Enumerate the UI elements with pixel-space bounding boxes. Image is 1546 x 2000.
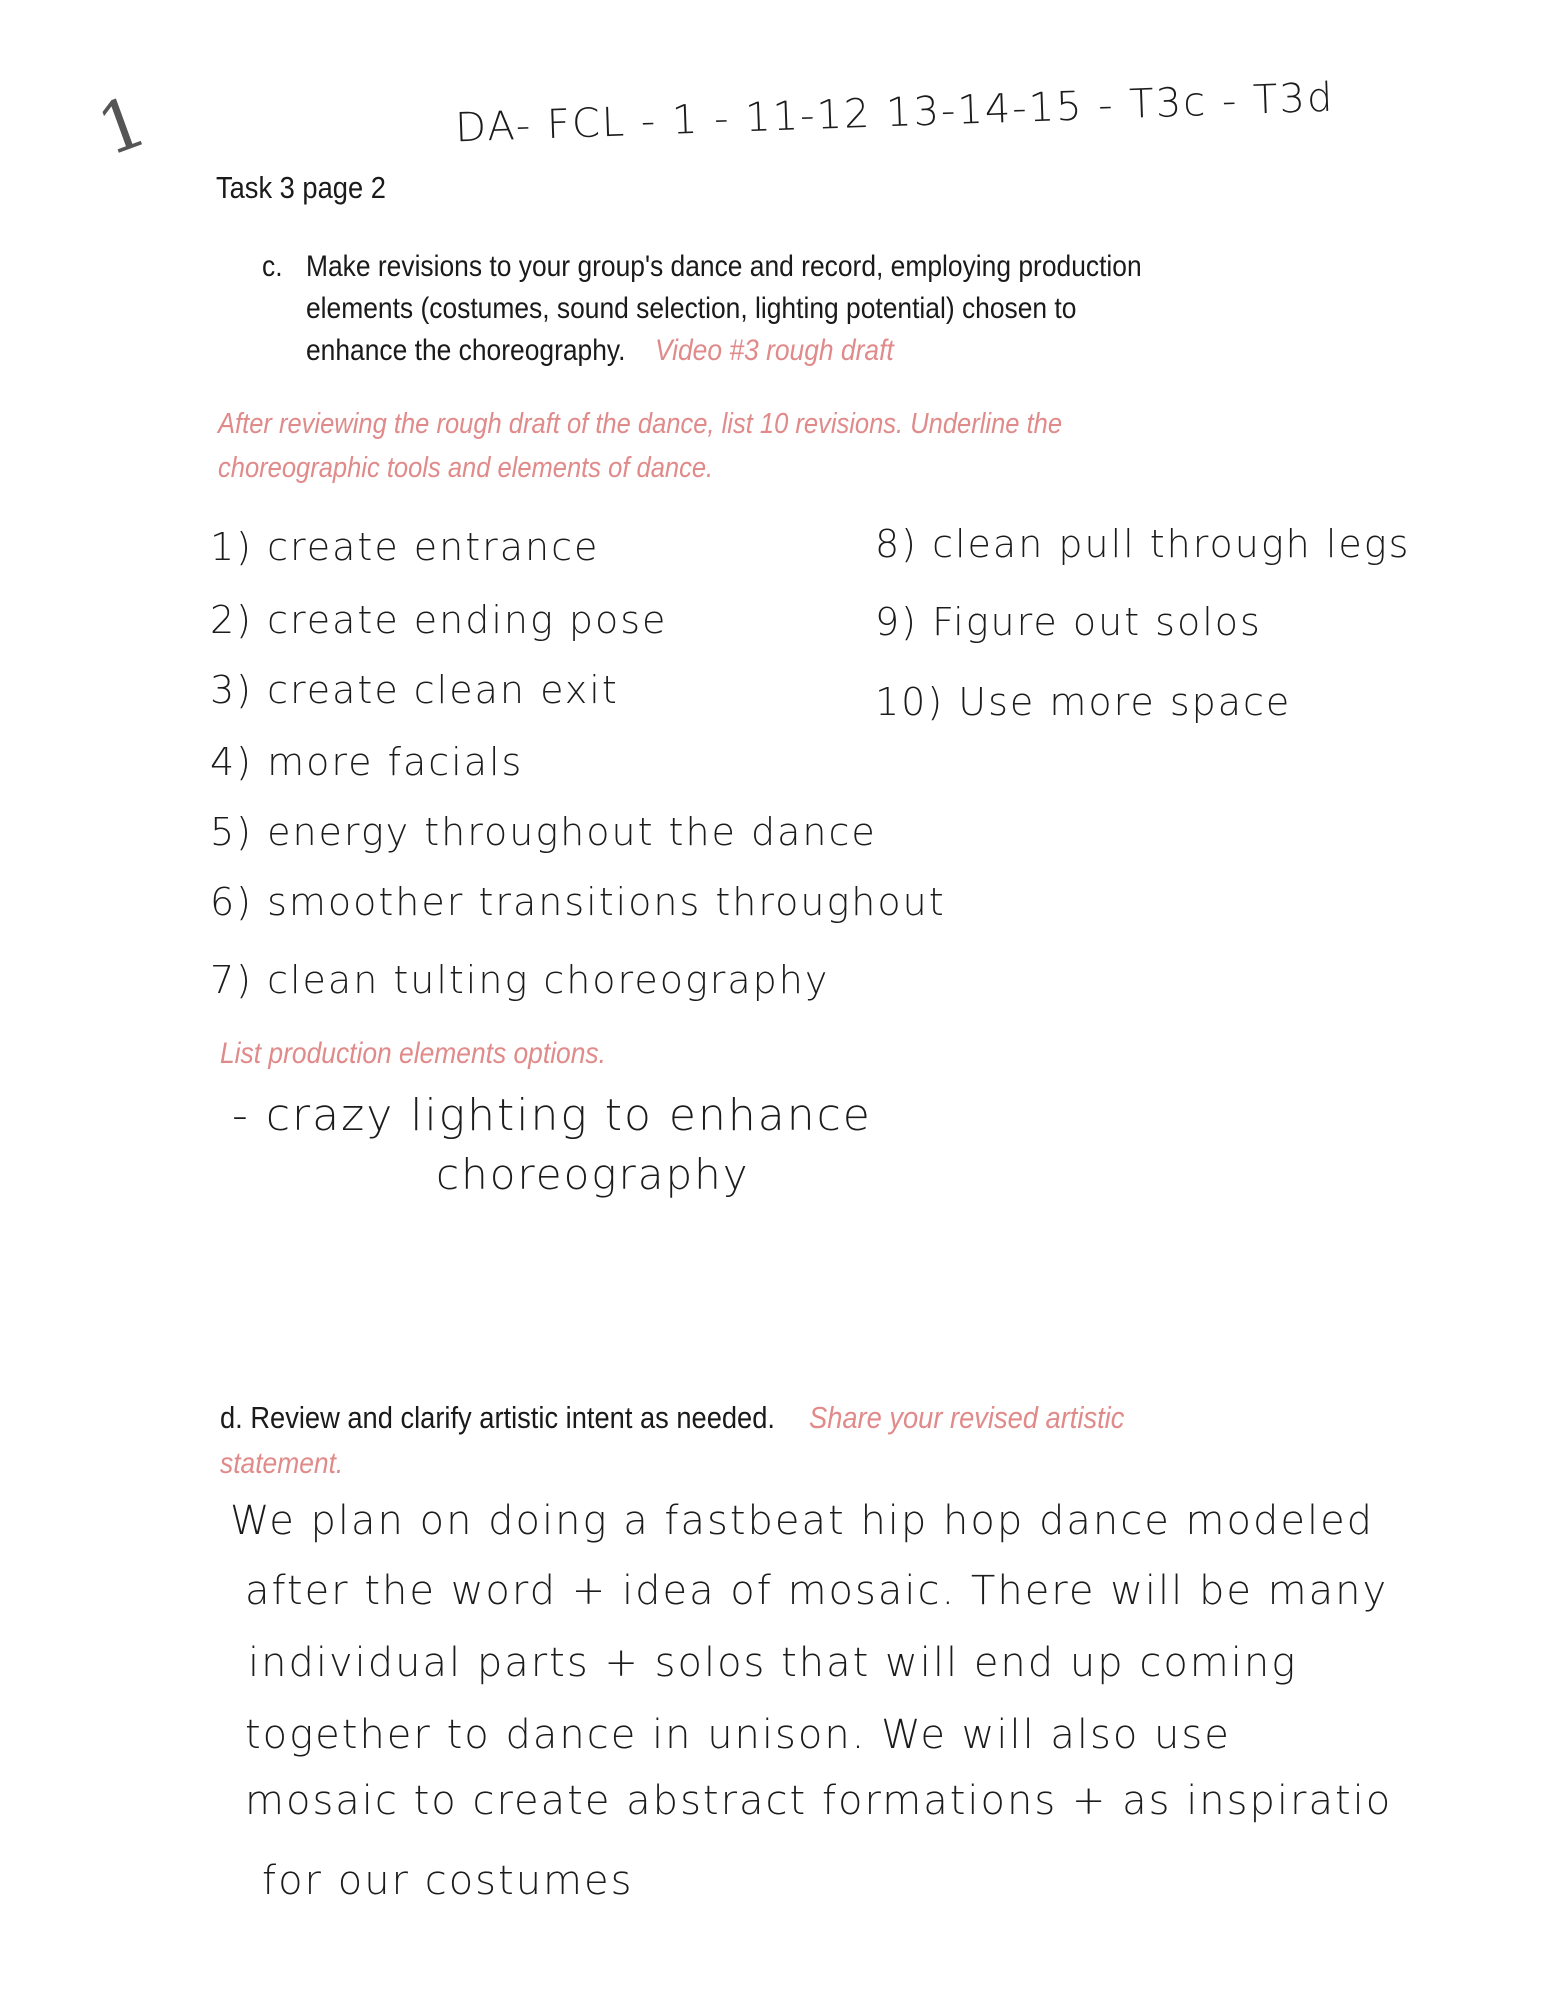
artistic-statement-line: mosaic to create abstract formations + as inspiratio: [245, 1778, 1393, 1824]
revision-item: 2) create ending pose: [210, 598, 668, 642]
production-prompt: List production elements options.: [220, 1037, 606, 1070]
section-d-pink-line1: Share your revised artistic: [809, 1400, 1125, 1435]
video-note: Video #3 rough draft: [655, 334, 895, 367]
production-answer-line1: - crazy lighting to enhance: [232, 1090, 872, 1141]
section-c-instruction-line1: After reviewing the rough draft of the dance, list 10 revisions. Underline the: [218, 408, 1063, 440]
corner-tick-mark: 1: [87, 79, 158, 173]
revision-item: 4) more facials: [210, 740, 524, 784]
section-c-prompt-line1: Make revisions to your group's dance and record, employing production: [306, 250, 1142, 283]
artistic-statement-line: We plan on doing a fastbeat hip hop dance modeled: [230, 1498, 1375, 1544]
production-answer-line2: choreography: [436, 1150, 750, 1199]
section-c-prompt-line2: elements (costumes, sound selection, lighting potential) chosen to: [306, 292, 1077, 325]
revision-item: 7) clean tulting choreography: [210, 958, 830, 1002]
section-c-prompt-line3: enhance the choreography.: [306, 334, 626, 367]
artistic-statement-line: together to dance in unison. We will also use: [245, 1712, 1231, 1758]
section-c-instruction-line2: choreographic tools and elements of dance.: [218, 452, 714, 484]
revision-item: 6) smoother transitions throughout: [210, 880, 946, 924]
standards-code: DA- FCL - 1 - 11-12 13-14-15 - T3c - T3d: [454, 74, 1336, 152]
revision-item: 10) Use more space: [875, 680, 1292, 724]
artistic-statement-line: after the word + idea of mosaic. There will be many: [245, 1568, 1389, 1614]
section-d-pink-line2: statement.: [220, 1447, 344, 1480]
section-d-prompt: d. Review and clarify artistic intent as needed.: [220, 1400, 775, 1435]
section-c-letter: c.: [262, 250, 283, 283]
artistic-statement-line: individual parts + solos that will end up coming: [248, 1640, 1298, 1686]
revision-item: 5) energy throughout the dance: [210, 810, 877, 854]
revision-item: 8) clean pull through legs: [875, 522, 1411, 566]
section-d-prompt-row: [220, 1400, 1168, 1436]
section-c-prompt-line3-row: [306, 334, 927, 368]
artistic-statement-line: for our costumes: [262, 1858, 634, 1904]
page-label: Task 3 page 2: [216, 170, 386, 205]
revision-item: 9) Figure out solos: [875, 600, 1262, 644]
revision-item: 3) create clean exit: [210, 668, 619, 712]
revision-item: 1) create entrance: [210, 525, 600, 569]
